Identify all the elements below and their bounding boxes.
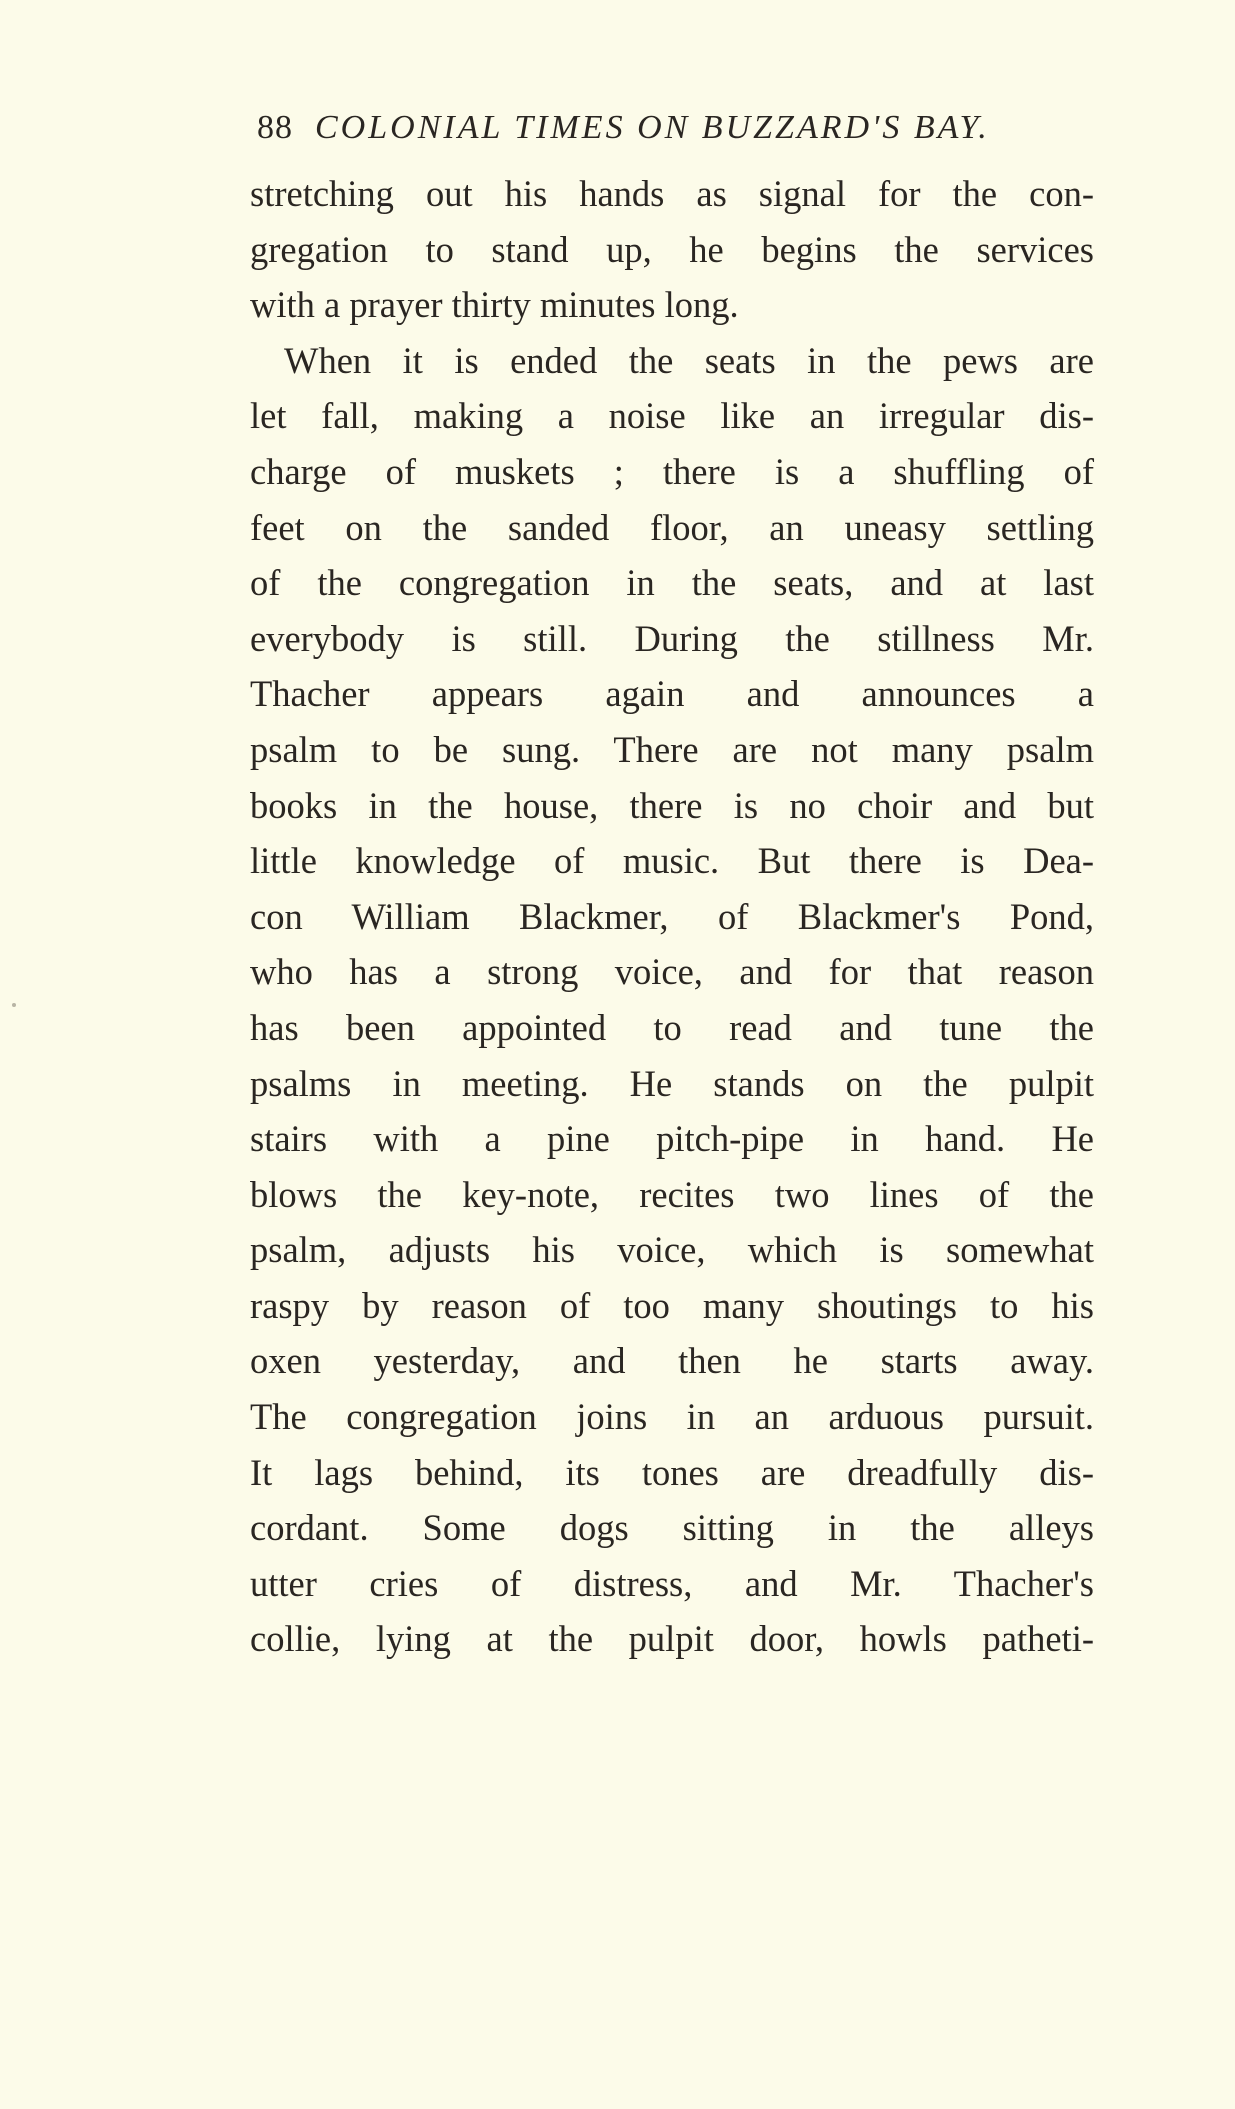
text-line: has been appointed to read and tune the xyxy=(250,1006,1094,1048)
text-line: psalms in meeting. He stands on the pulpit xyxy=(250,1062,1094,1104)
text-line: gregation to stand up, he begins the services xyxy=(250,228,1094,270)
text-line: collie, lying at the pulpit door, howls patheti- xyxy=(250,1618,1094,1660)
body-text xyxy=(250,166,1094,1667)
text-line: everybody is still. During the stillness Mr. xyxy=(250,617,1094,659)
text-line: It lags behind, its tones are dreadfully dis- xyxy=(250,1451,1094,1493)
text-line: psalm to be sung. There are not many psalm xyxy=(250,728,1094,770)
text-line: raspy by reason of too many shoutings to his xyxy=(250,1284,1094,1326)
text-line: let fall, making a noise like an irregular dis- xyxy=(250,395,1094,437)
text-line: of the congregation in the seats, and at last xyxy=(250,562,1094,604)
text-line: cordant. Some dogs sitting in the alleys xyxy=(250,1507,1094,1549)
text-line: stairs with a pine pitch-pipe in hand. He xyxy=(250,1118,1094,1160)
text-line: little knowledge of music. But there is Dea- xyxy=(250,840,1094,882)
text-line: who has a strong voice, and for that reason xyxy=(250,951,1094,993)
running-head xyxy=(257,104,1107,152)
text-line: blows the key-note, recites two lines of the xyxy=(250,1173,1094,1215)
text-line: Thacher appears again and announces a xyxy=(250,673,1094,715)
book-title: COLONIAL TIMES ON BUZZARD'S BAY. xyxy=(315,109,990,146)
text-line: feet on the sanded floor, an uneasy settling xyxy=(250,506,1094,548)
text-line: books in the house, there is no choir and but xyxy=(250,784,1094,826)
text-line: oxen yesterday, and then he starts away. xyxy=(250,1340,1094,1382)
text-line: psalm, adjusts his voice, which is somewhat xyxy=(250,1229,1094,1271)
text-line: stretching out his hands as signal for the con- xyxy=(250,173,1094,214)
page-number: 88 xyxy=(257,109,293,146)
text-line: utter cries of distress, and Mr. Thacher's xyxy=(250,1562,1094,1604)
text-line: with a prayer thirty minutes long. xyxy=(250,284,739,326)
paragraph-first-line: When it is ended the seats in the pews are xyxy=(284,339,1094,381)
paper-speck xyxy=(12,1003,16,1007)
text-line: The congregation joins in an arduous pursuit. xyxy=(250,1396,1094,1438)
text-line: charge of muskets ; there is a shuffling of xyxy=(250,450,1094,492)
text-line: con William Blackmer, of Blackmer's Pond, xyxy=(250,895,1094,937)
